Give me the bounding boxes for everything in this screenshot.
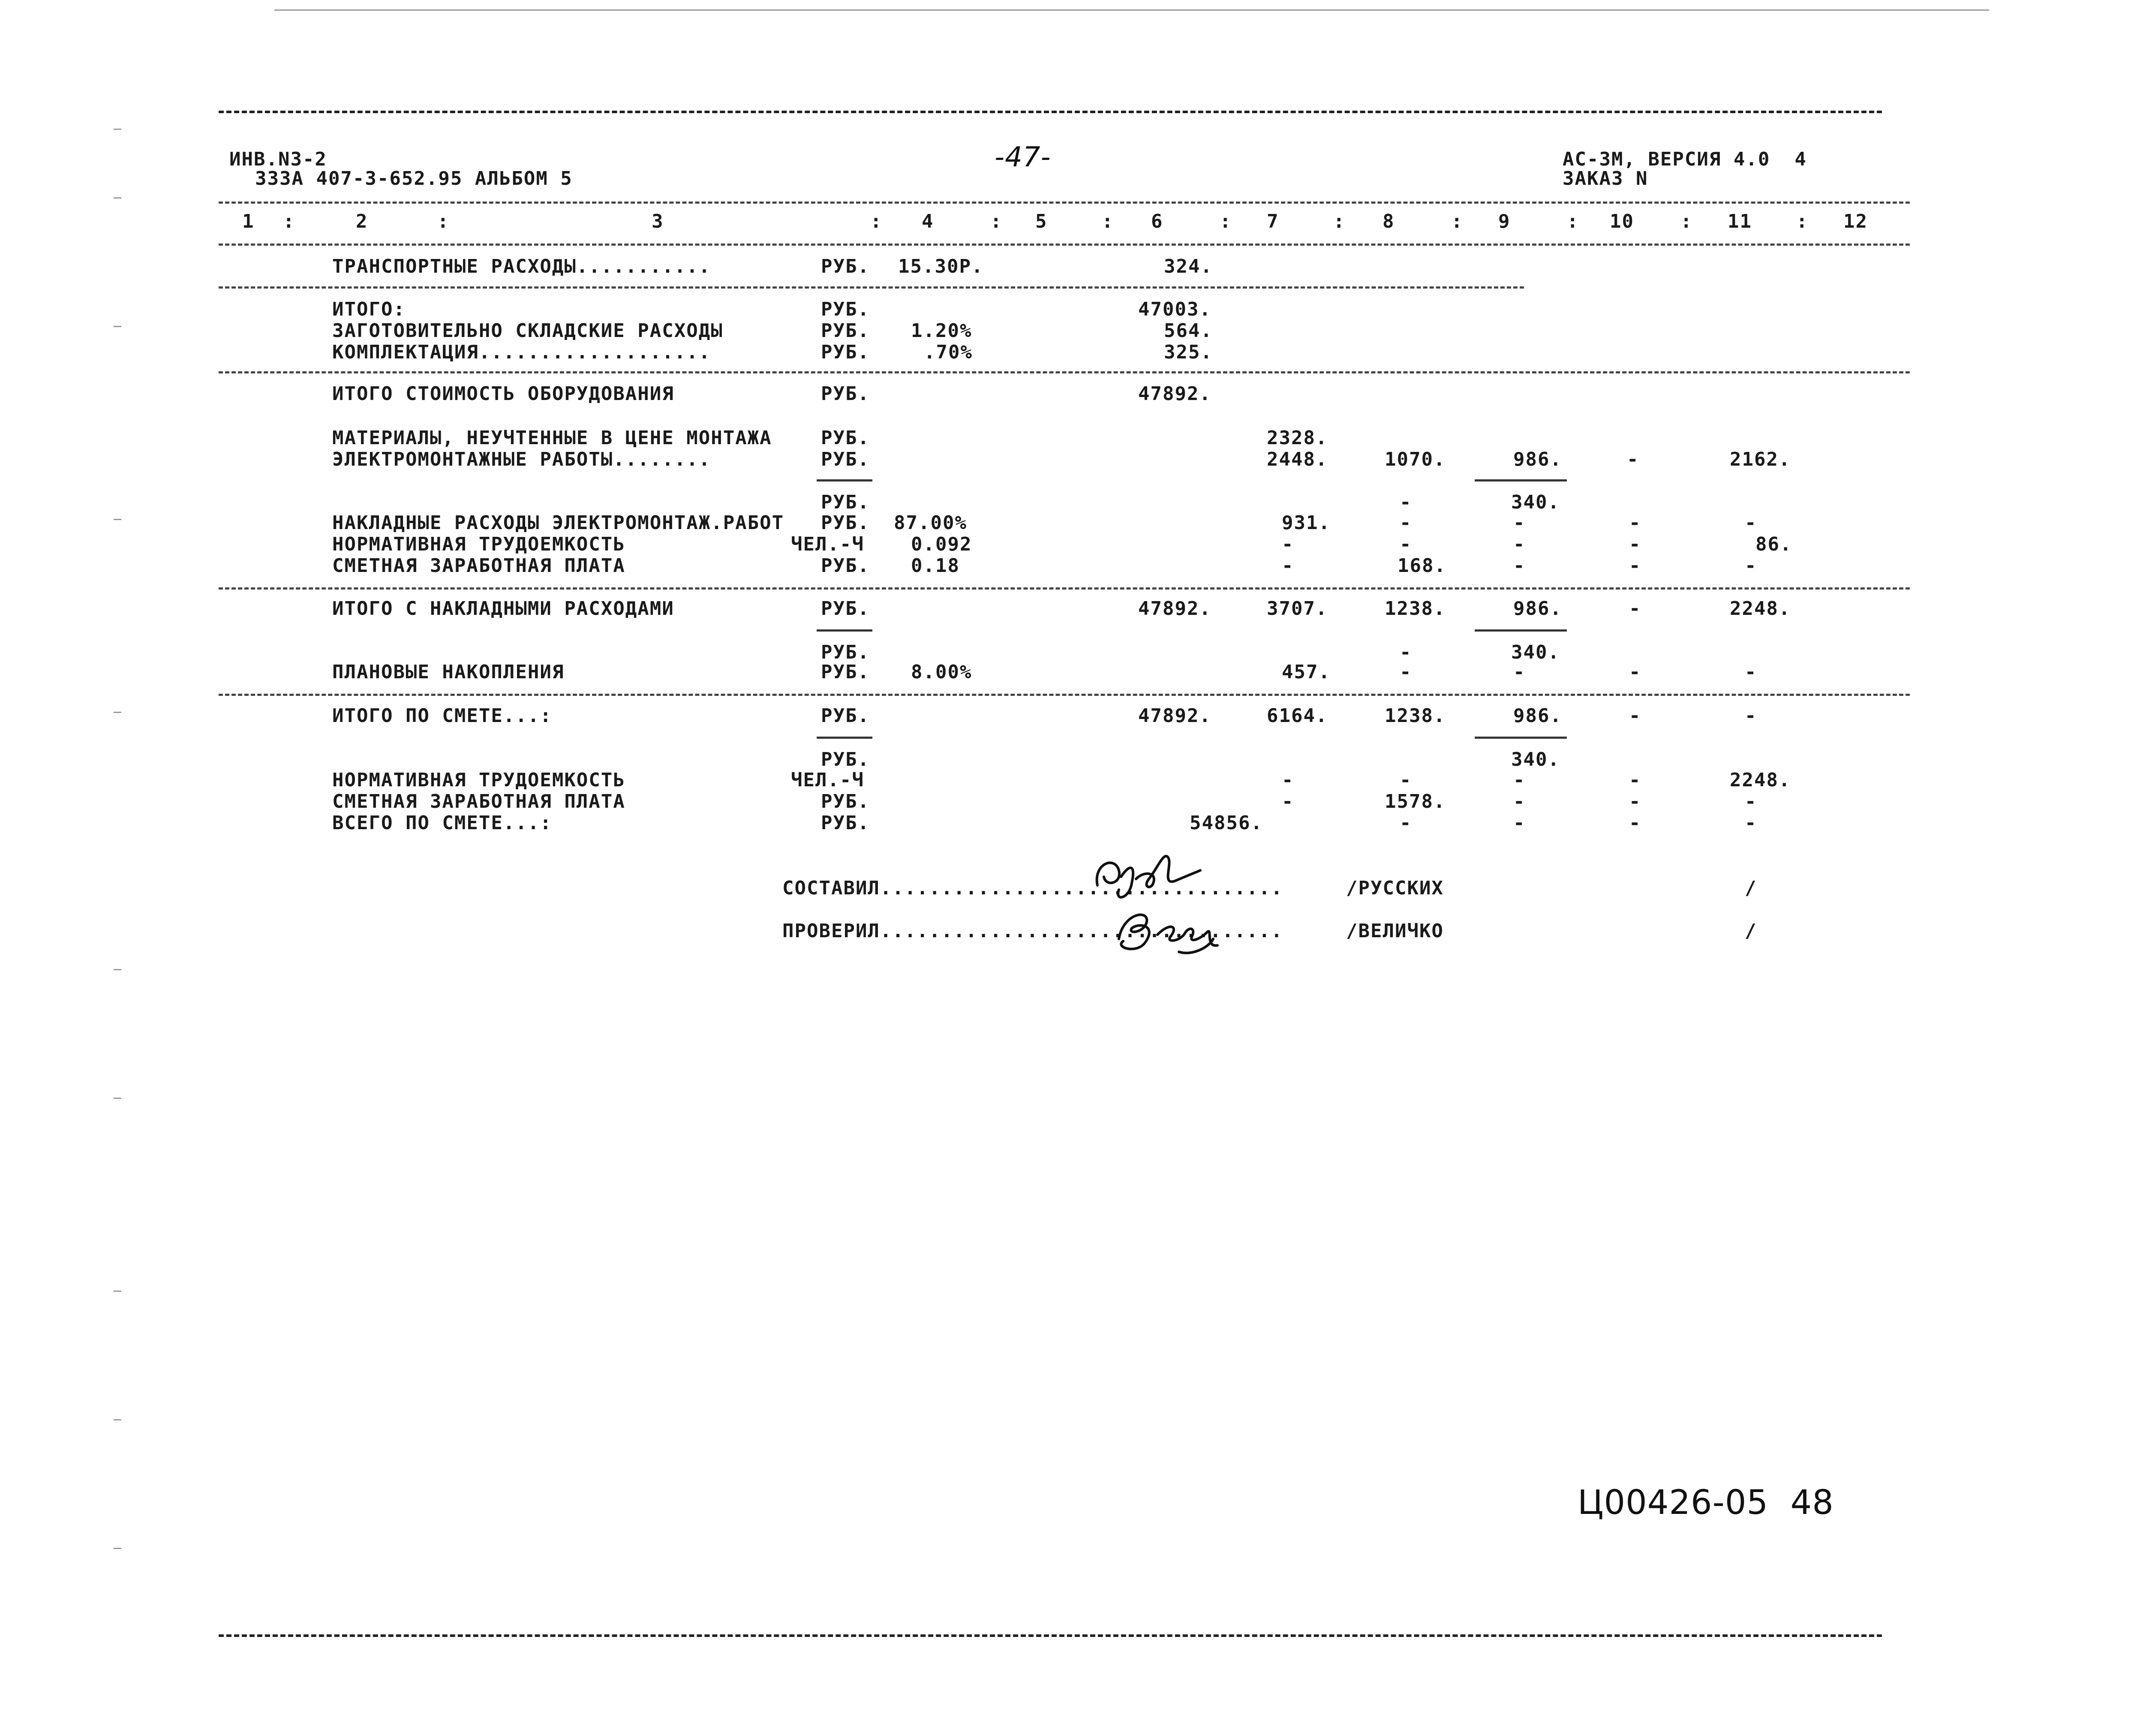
row-unit: РУБ. xyxy=(821,341,870,363)
row-col11: - xyxy=(1745,512,1757,534)
row-label: ВСЕГО ПО СМЕТЕ...: xyxy=(332,812,552,834)
row-col6: 54856. xyxy=(1190,812,1263,834)
row-unit: РУБ. xyxy=(821,791,870,812)
composed-name: /РУССКИХ xyxy=(1346,877,1444,899)
row-col10: - xyxy=(1629,533,1641,555)
row-col8: - xyxy=(1400,533,1412,555)
row-unit: РУБ. xyxy=(821,256,870,277)
row-label: ИТОГО СТОИМОСТЬ ОБОРУДОВАНИЯ xyxy=(332,383,674,405)
row-rate: 15.30Р. xyxy=(898,256,984,277)
row-col8: - xyxy=(1400,491,1412,513)
header-rule-top xyxy=(219,202,1910,204)
row-unit: РУБ. xyxy=(821,555,870,577)
col-sep: : xyxy=(437,211,450,232)
row-col11: - xyxy=(1745,705,1757,727)
row-col8: 1578. xyxy=(1385,791,1446,812)
col-1: 1 xyxy=(242,211,255,232)
row-col11: 86. xyxy=(1755,533,1792,555)
row-col6: 47892. xyxy=(1138,598,1211,620)
col-7: 7 xyxy=(1267,211,1279,232)
row-col11: - xyxy=(1745,555,1757,577)
row-col7: 3707. xyxy=(1267,598,1328,620)
row-rate: 8.00% xyxy=(911,661,972,683)
row-label: МАТЕРИАЛЫ, НЕУЧТЕННЫЕ В ЦЕНЕ МОНТАЖА xyxy=(332,427,772,449)
row-rate: 0.18 xyxy=(911,555,960,577)
row-col10: - xyxy=(1629,598,1641,620)
row-col9: 340. xyxy=(1511,491,1560,513)
row-label: СМЕТНАЯ ЗАРАБОТНАЯ ПЛАТА xyxy=(332,555,625,577)
row-unit: ЧЕЛ.-Ч xyxy=(791,533,864,555)
row-col10: - xyxy=(1629,812,1641,834)
archive-code: Ц00426-05 48 xyxy=(1578,1483,1834,1522)
section-rule xyxy=(219,371,1910,373)
row-col8: 1070. xyxy=(1385,448,1446,470)
row-col9: - xyxy=(1513,555,1526,577)
col-6: 6 xyxy=(1151,211,1163,232)
col-9: 9 xyxy=(1498,211,1511,232)
row-col8: 1238. xyxy=(1385,598,1446,620)
col-sep: : xyxy=(1102,211,1114,232)
col-sep: : xyxy=(1333,211,1346,232)
subtotal-underline xyxy=(817,629,872,632)
row-rate: 0.092 xyxy=(911,533,972,555)
row-col9: - xyxy=(1513,512,1526,534)
row-unit: РУБ. xyxy=(821,641,870,663)
row-col9: 340. xyxy=(1511,749,1560,770)
page-number: -47- xyxy=(995,141,1051,173)
col-sep: : xyxy=(1451,211,1464,232)
row-col6: 324. xyxy=(1164,256,1213,277)
checked-slash: / xyxy=(1745,920,1757,942)
col-4: 4 xyxy=(922,211,934,232)
row-col9: 986. xyxy=(1513,705,1562,727)
col-sep: : xyxy=(1220,211,1232,232)
row-rate: 1.20% xyxy=(911,320,972,342)
row-col10: - xyxy=(1629,512,1641,534)
section-rule xyxy=(219,286,1524,289)
row-label: ИТОГО: xyxy=(332,298,406,320)
section-rule xyxy=(219,694,1910,696)
row-col9: - xyxy=(1513,533,1526,555)
row-unit: РУБ. xyxy=(821,491,870,513)
row-label: СМЕТНАЯ ЗАРАБОТНАЯ ПЛАТА xyxy=(332,791,625,812)
row-col10: - xyxy=(1629,791,1641,812)
col-sep: : xyxy=(1680,211,1693,232)
col-8: 8 xyxy=(1383,211,1395,232)
row-rate: 87.00% xyxy=(894,512,967,534)
row-label: ИТОГО С НАКЛАДНЫМИ РАСХОДАМИ xyxy=(332,598,674,620)
col-5: 5 xyxy=(1035,211,1048,232)
row-col8: 1238. xyxy=(1385,705,1446,727)
row-unit: РУБ. xyxy=(821,812,870,834)
row-unit: РУБ. xyxy=(821,705,870,727)
row-unit: РУБ. xyxy=(821,512,870,534)
row-col7: - xyxy=(1282,533,1294,555)
row-col11: - xyxy=(1745,661,1757,683)
col-3: 3 xyxy=(652,211,664,232)
subtotal-underline xyxy=(817,479,872,481)
row-col8: - xyxy=(1400,661,1412,683)
row-col9: 986. xyxy=(1513,448,1562,470)
col-sep: : xyxy=(990,211,1003,232)
top-page-border xyxy=(219,111,1882,113)
row-col9: - xyxy=(1513,769,1526,791)
row-col10: - xyxy=(1629,705,1641,727)
col-12: 12 xyxy=(1843,211,1868,232)
row-col7: - xyxy=(1282,791,1294,812)
row-col10: - xyxy=(1627,448,1639,470)
checked-label: ПРОВЕРИЛ................................. xyxy=(782,920,1283,942)
row-unit: РУБ. xyxy=(821,448,870,470)
row-label: НОРМАТИВНАЯ ТРУДОЕМКОСТЬ xyxy=(332,533,625,555)
col-10: 10 xyxy=(1610,211,1634,232)
row-col8: - xyxy=(1400,641,1412,663)
row-col9: 986. xyxy=(1513,598,1562,620)
row-col8: - xyxy=(1400,512,1412,534)
row-col11: 2248. xyxy=(1730,769,1791,791)
row-col6: 564. xyxy=(1164,320,1213,342)
row-label: НОРМАТИВНАЯ ТРУДОЕМКОСТЬ xyxy=(332,769,625,791)
row-col11: 2162. xyxy=(1730,448,1791,470)
order-number: ЗАКАЗ N xyxy=(1563,168,1648,190)
row-col7: - xyxy=(1282,555,1294,577)
row-col6: 47892. xyxy=(1138,705,1211,727)
subtotal-underline xyxy=(817,737,872,739)
row-label: КОМПЛЕКТАЦИЯ................... xyxy=(332,341,711,363)
col-sep: : xyxy=(870,211,883,232)
row-col9: 340. xyxy=(1511,641,1560,663)
col-sep: : xyxy=(1796,211,1809,232)
row-unit: РУБ. xyxy=(821,298,870,320)
row-label: ЭЛЕКТРОМОНТАЖНЫЕ РАБОТЫ........ xyxy=(332,448,711,470)
row-col11: - xyxy=(1745,791,1757,812)
row-col11: 2248. xyxy=(1730,598,1791,620)
row-unit: РУБ. xyxy=(821,383,870,405)
row-col6: 47892. xyxy=(1138,383,1211,405)
row-col8: - xyxy=(1400,769,1412,791)
col-sep: : xyxy=(283,211,295,232)
row-col7: 931. xyxy=(1282,512,1331,534)
subtotal-underline xyxy=(1475,479,1567,481)
composed-slash: / xyxy=(1745,877,1757,899)
row-col9: - xyxy=(1513,791,1526,812)
col-11: 11 xyxy=(1728,211,1752,232)
subtotal-underline xyxy=(1475,629,1567,632)
checked-name: /ВЕЛИЧКО xyxy=(1346,920,1444,942)
row-col9: - xyxy=(1513,661,1526,683)
composed-label: СОСТАВИЛ................................. xyxy=(782,877,1283,899)
row-col10: - xyxy=(1629,769,1641,791)
row-col7: 6164. xyxy=(1267,705,1328,727)
row-col6: 47003. xyxy=(1138,298,1211,320)
row-col9: - xyxy=(1513,812,1526,834)
row-label: ПЛАНОВЫЕ НАКОПЛЕНИЯ xyxy=(332,661,565,683)
row-label: ИТОГО ПО СМЕТЕ...: xyxy=(332,705,552,727)
row-col11: - xyxy=(1745,812,1757,834)
col-sep: : xyxy=(1567,211,1579,232)
row-col6: 325. xyxy=(1164,341,1213,363)
row-label: ЗАГОТОВИТЕЛЬНО СКЛАДСКИЕ РАСХОДЫ xyxy=(332,320,723,342)
row-unit: ЧЕЛ.-Ч xyxy=(791,769,864,791)
row-col10: - xyxy=(1629,555,1641,577)
scan-edge-top xyxy=(274,9,1989,11)
row-col8: - xyxy=(1400,812,1412,834)
row-col7: - xyxy=(1282,769,1294,791)
row-rate: .70% xyxy=(924,341,973,363)
system-version: АС-3М, ВЕРСИЯ 4.0 4 xyxy=(1563,148,1807,170)
document-code: 333А 407-3-652.95 АЛЬБОМ 5 xyxy=(255,168,573,190)
section-rule xyxy=(219,587,1910,590)
row-unit: РУБ. xyxy=(821,661,870,683)
row-unit: РУБ. xyxy=(821,320,870,342)
bottom-page-border xyxy=(219,1634,1882,1637)
row-col7: 457. xyxy=(1282,661,1331,683)
row-label: ТРАНСПОРТНЫЕ РАСХОДЫ........... xyxy=(332,256,711,277)
row-col7: 2448. xyxy=(1267,448,1328,470)
col-2: 2 xyxy=(356,211,368,232)
row-col7: 2328. xyxy=(1267,427,1328,449)
row-unit: РУБ. xyxy=(821,427,870,449)
row-unit: РУБ. xyxy=(821,749,870,770)
subtotal-underline xyxy=(1475,737,1567,739)
inventory-number: ИНВ.N3-2 xyxy=(229,148,327,170)
row-unit: РУБ. xyxy=(821,598,870,620)
row-col10: - xyxy=(1629,661,1641,683)
header-rule-bottom xyxy=(219,244,1910,246)
handwritten-signature-checked xyxy=(1106,896,1243,960)
row-label: НАКЛАДНЫЕ РАСХОДЫ ЭЛЕКТРОМОНТАЖ.РАБОТ xyxy=(332,512,784,534)
row-col8: 168. xyxy=(1398,555,1446,577)
